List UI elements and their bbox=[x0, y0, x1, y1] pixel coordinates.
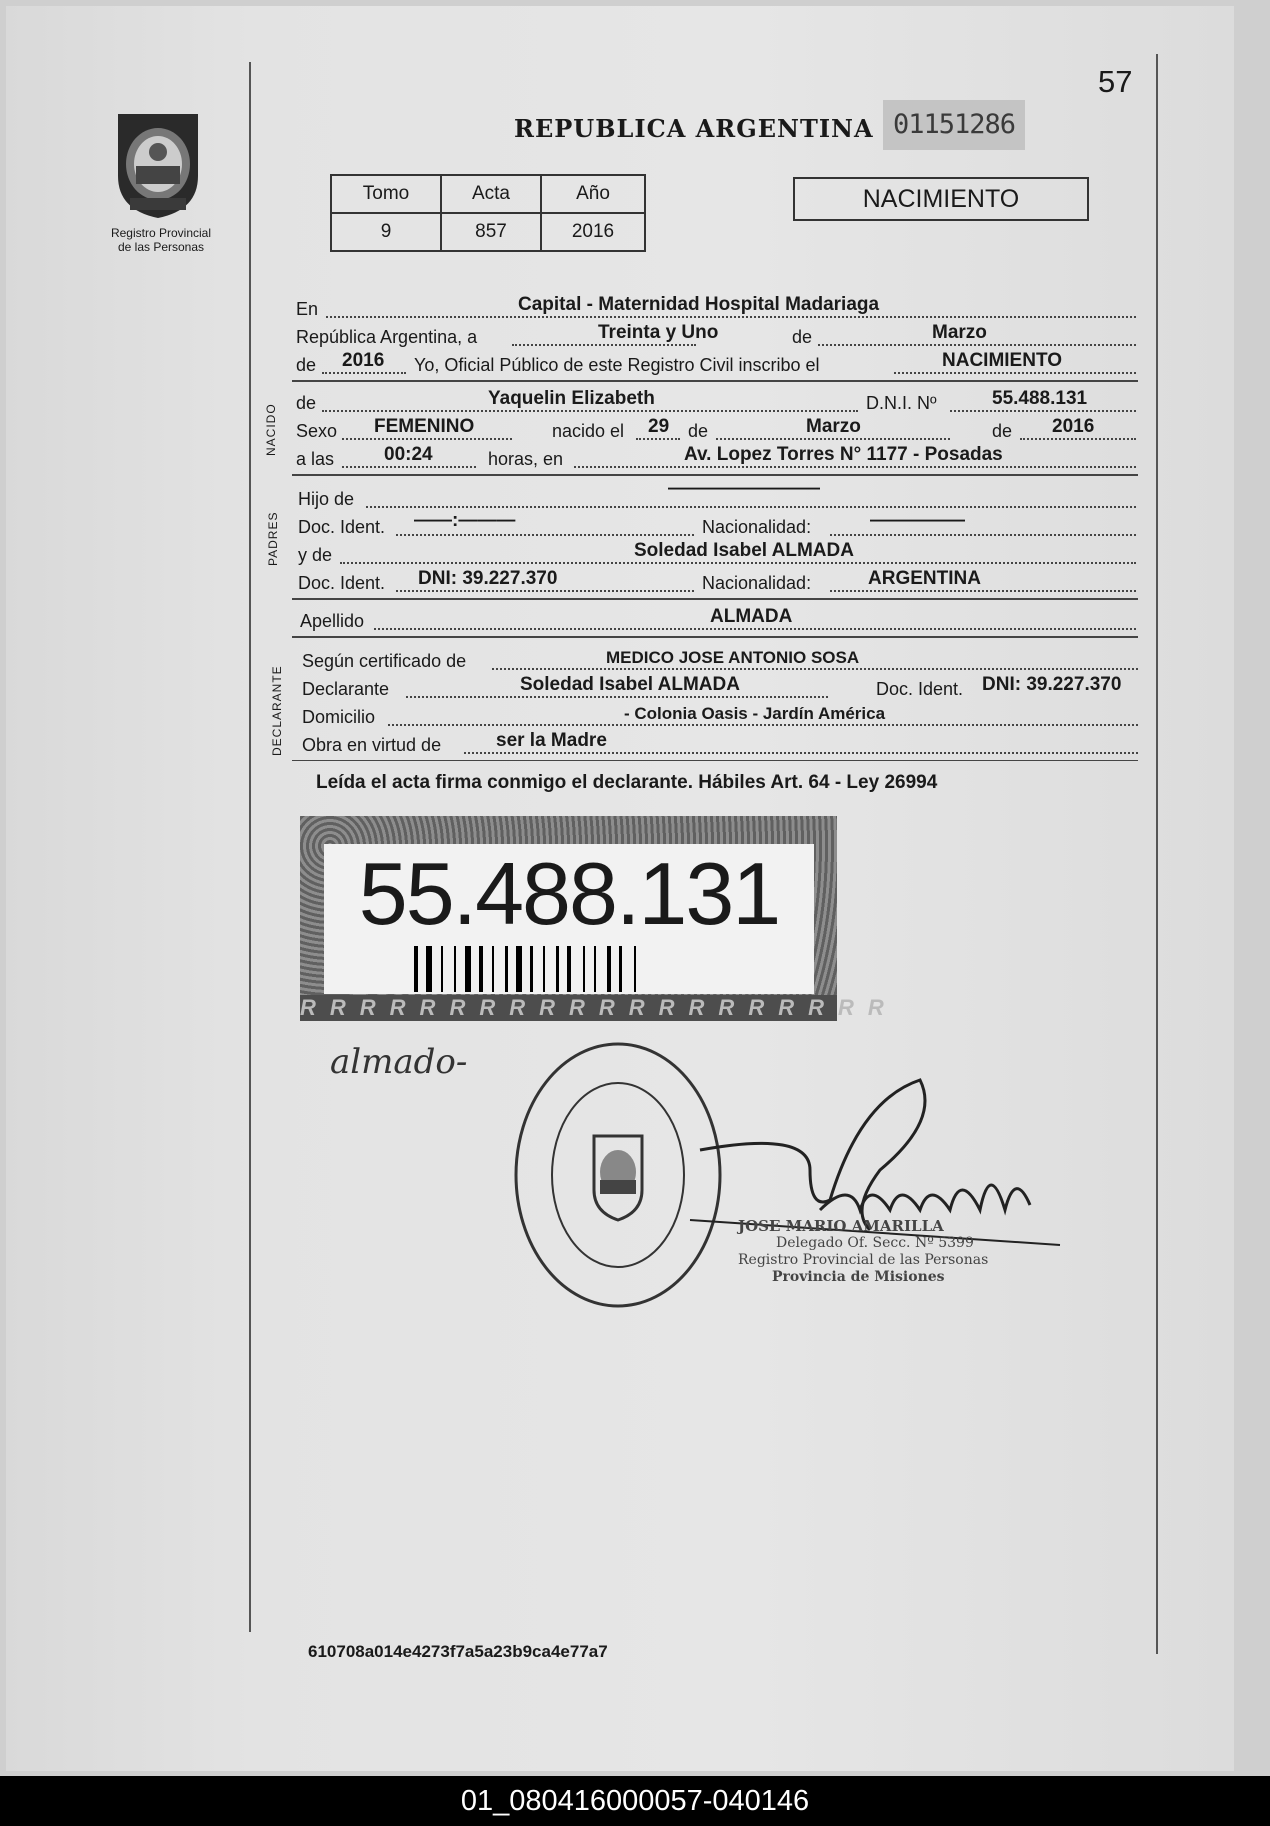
field-row-sex bbox=[296, 418, 1136, 444]
dotted-line bbox=[366, 506, 1136, 508]
registry-value-ano: 2016 bbox=[541, 213, 645, 251]
left-margin-line bbox=[249, 62, 251, 1632]
sex-value: FEMENINO bbox=[374, 416, 475, 437]
dotted-line bbox=[322, 410, 858, 412]
month-value: Marzo bbox=[932, 322, 987, 343]
dotted-line bbox=[406, 696, 828, 698]
certificate-value: MEDICO JOSE ANTONIO SOSA bbox=[606, 648, 860, 667]
dotted-line bbox=[326, 316, 1136, 318]
dotted-line bbox=[342, 438, 512, 440]
dotted-line bbox=[636, 438, 680, 440]
field-row-year bbox=[296, 352, 1136, 378]
field-row-doc2 bbox=[296, 570, 1136, 596]
document-type-box: NACIMIENTO bbox=[793, 177, 1089, 221]
father-value: ―――――――― bbox=[668, 478, 820, 499]
barcode-bar bbox=[492, 946, 494, 992]
dotted-line bbox=[512, 344, 696, 346]
barcode-bar bbox=[454, 946, 456, 992]
field-row-certificado bbox=[302, 648, 1138, 674]
de-label: de bbox=[992, 421, 1013, 441]
crest-caption bbox=[92, 226, 230, 254]
dotted-line bbox=[342, 466, 476, 468]
barcode-bar bbox=[441, 946, 443, 992]
mother-nationality-value: ARGENTINA bbox=[868, 568, 981, 589]
dotted-line bbox=[464, 752, 1138, 754]
registry-table bbox=[330, 174, 646, 252]
official-name: JOSE MARIO AMARILLA bbox=[738, 1217, 944, 1235]
apellido-label: Apellido bbox=[300, 611, 365, 631]
barcode-bar bbox=[607, 946, 611, 992]
registry-header-ano: Año bbox=[541, 175, 645, 213]
birth-year-value: 2016 bbox=[1052, 416, 1095, 437]
dotted-line bbox=[950, 410, 1136, 412]
official-stamp bbox=[738, 1218, 988, 1286]
barcode-bar bbox=[619, 946, 622, 992]
day-value: Treinta y Uno bbox=[598, 322, 719, 343]
segun-label: Según certificado de bbox=[302, 651, 467, 671]
barcode-bar bbox=[583, 946, 585, 992]
field-row-declarante bbox=[302, 676, 1138, 702]
doc-ident-label: Doc. Ident. bbox=[876, 679, 964, 699]
section-separator bbox=[292, 380, 1138, 382]
de-label: de bbox=[296, 355, 317, 375]
field-row-apellido bbox=[298, 608, 1138, 634]
dotted-line bbox=[388, 724, 1138, 726]
handwritten-signature: almado- bbox=[330, 1042, 468, 1082]
birth-month-value: Marzo bbox=[806, 416, 861, 437]
field-row-hour bbox=[296, 446, 1136, 472]
document-hash: 610708a014e4273f7a5a23b9ca4e77a7 bbox=[308, 1642, 608, 1661]
relation-value: ser la Madre bbox=[496, 730, 607, 751]
dotted-line bbox=[396, 590, 694, 592]
en-label: En bbox=[296, 299, 319, 319]
de-label: de bbox=[792, 327, 813, 347]
serial-number: 01151286 bbox=[883, 100, 1025, 150]
dotted-line bbox=[340, 562, 1136, 564]
field-row-mother bbox=[296, 542, 1136, 568]
nacionalidad-label: Nacionalidad: bbox=[702, 517, 812, 537]
hijo-de-label: Hijo de bbox=[298, 489, 355, 509]
child-name-value: Yaquelin Elizabeth bbox=[488, 388, 655, 409]
de-label: de bbox=[296, 393, 317, 413]
barcode-panel bbox=[324, 844, 814, 994]
nacionalidad-label: Nacionalidad: bbox=[702, 573, 812, 593]
footer-id-bar: 01_080416000057-040146 bbox=[0, 1776, 1270, 1826]
page-number: 57 bbox=[1098, 64, 1133, 99]
field-row-en bbox=[296, 296, 1136, 322]
right-margin-line bbox=[1156, 54, 1158, 1654]
section-separator bbox=[292, 760, 1138, 761]
birth-address-value: Av. Lopez Torres N° 1177 - Posadas bbox=[684, 444, 1003, 465]
mother-doc-value: DNI: 39.227.370 bbox=[418, 568, 558, 589]
republica-label: República Argentina, a bbox=[296, 327, 478, 347]
barcode-bar bbox=[530, 946, 533, 992]
declarant-value: Soledad Isabel ALMADA bbox=[520, 674, 740, 695]
field-row-name bbox=[296, 390, 1136, 416]
barcode-bar bbox=[414, 946, 418, 992]
field-row-obra bbox=[302, 732, 1138, 758]
registry-value-tomo: 9 bbox=[331, 213, 441, 251]
dotted-line bbox=[1020, 438, 1136, 440]
document-title: REPUBLICA ARGENTINA bbox=[514, 114, 874, 143]
nacido-el-label: nacido el bbox=[552, 421, 625, 441]
dotted-line bbox=[574, 466, 1136, 468]
field-row-doc1 bbox=[296, 510, 1136, 540]
section-label-padres: PADRES bbox=[266, 511, 280, 566]
inscribo-value: NACIMIENTO bbox=[942, 350, 1062, 371]
dotted-line bbox=[396, 534, 694, 536]
signature-statement: Leída el acta firma conmigo el declarante. Hábiles Art. 64 - Ley 26994 bbox=[316, 772, 938, 793]
obra-label: Obra en virtud de bbox=[302, 735, 442, 755]
field-row-hijo-de bbox=[296, 478, 1136, 512]
a-las-label: a las bbox=[296, 449, 335, 469]
address-value: - Colonia Oasis - Jardín América bbox=[624, 704, 886, 723]
crest-caption-line1: Registro Provincial bbox=[110, 226, 212, 240]
horas-en-label: horas, en bbox=[488, 449, 564, 469]
dotted-line bbox=[374, 628, 1136, 630]
province-crest-icon bbox=[108, 106, 208, 222]
security-r-pattern: RRRRRRRRRRRRRRRRRRRR bbox=[300, 995, 898, 1020]
year-value: 2016 bbox=[342, 350, 385, 371]
barcode-bars bbox=[414, 946, 734, 992]
dotted-line bbox=[830, 590, 1136, 592]
dotted-line bbox=[894, 372, 1136, 374]
barcode-bar bbox=[567, 946, 571, 992]
barcode-bar bbox=[426, 946, 432, 992]
official-province: Provincia de Misiones bbox=[772, 1269, 945, 1285]
official-office: Registro Provincial de las Personas bbox=[738, 1252, 989, 1268]
crest-caption-line2: de las Personas bbox=[117, 240, 205, 254]
surname-value: ALMADA bbox=[710, 606, 793, 627]
section-separator bbox=[292, 598, 1138, 600]
barcode-bar bbox=[543, 946, 545, 992]
barcode-bar bbox=[479, 946, 483, 992]
section-separator bbox=[292, 636, 1138, 638]
sexo-label: Sexo bbox=[296, 421, 338, 441]
doc-ident-label: Doc. Ident. bbox=[298, 573, 386, 593]
dotted-line bbox=[492, 668, 1138, 670]
dotted-line bbox=[322, 372, 406, 374]
registry-header-acta: Acta bbox=[441, 175, 541, 213]
dotted-line bbox=[818, 344, 1136, 346]
registry-value-acta: 857 bbox=[441, 213, 541, 251]
registry-header-tomo: Tomo bbox=[331, 175, 441, 213]
birth-place-value: Capital - Maternidad Hospital Madariaga bbox=[518, 294, 880, 315]
y-de-label: y de bbox=[298, 545, 333, 565]
declarante-label: Declarante bbox=[302, 679, 390, 699]
barcode-bar bbox=[465, 946, 471, 992]
barcode-bar bbox=[516, 946, 522, 992]
barcode-bar bbox=[594, 946, 596, 992]
de-label: de bbox=[688, 421, 709, 441]
official-position: Delegado Of. Secc. Nº 5399 bbox=[776, 1235, 974, 1251]
declarant-doc-value: DNI: 39.227.370 bbox=[982, 674, 1122, 695]
mother-value: Soledad Isabel ALMADA bbox=[634, 540, 854, 561]
barcode-bar bbox=[505, 946, 508, 992]
section-separator bbox=[292, 474, 1138, 476]
dni-label: D.N.I. Nº bbox=[866, 393, 937, 413]
doc-ident-label: Doc. Ident. bbox=[298, 517, 386, 537]
domicilio-label: Domicilio bbox=[302, 707, 376, 727]
birth-day-value: 29 bbox=[648, 416, 670, 437]
dni-value: 55.488.131 bbox=[992, 388, 1088, 409]
section-label-declarante: DECLARANTE bbox=[270, 665, 284, 756]
father-nationality-value: ――――― bbox=[870, 510, 965, 531]
father-doc-value: ――:――― bbox=[414, 510, 516, 531]
barcode-bar bbox=[634, 946, 636, 992]
field-row-date bbox=[296, 324, 1136, 350]
oficial-text: Yo, Oficial Público de este Registro Civil inscribo el bbox=[414, 355, 820, 375]
dotted-line bbox=[830, 534, 1136, 536]
field-row-domicilio bbox=[302, 704, 1138, 730]
barcode-number: 55.488.131 bbox=[358, 844, 780, 943]
hour-value: 00:24 bbox=[384, 444, 433, 465]
section-label-nacido: NACIDO bbox=[264, 403, 278, 456]
dotted-line bbox=[716, 438, 950, 440]
barcode-bar bbox=[556, 946, 559, 992]
dni-barcode-label bbox=[300, 816, 898, 1021]
